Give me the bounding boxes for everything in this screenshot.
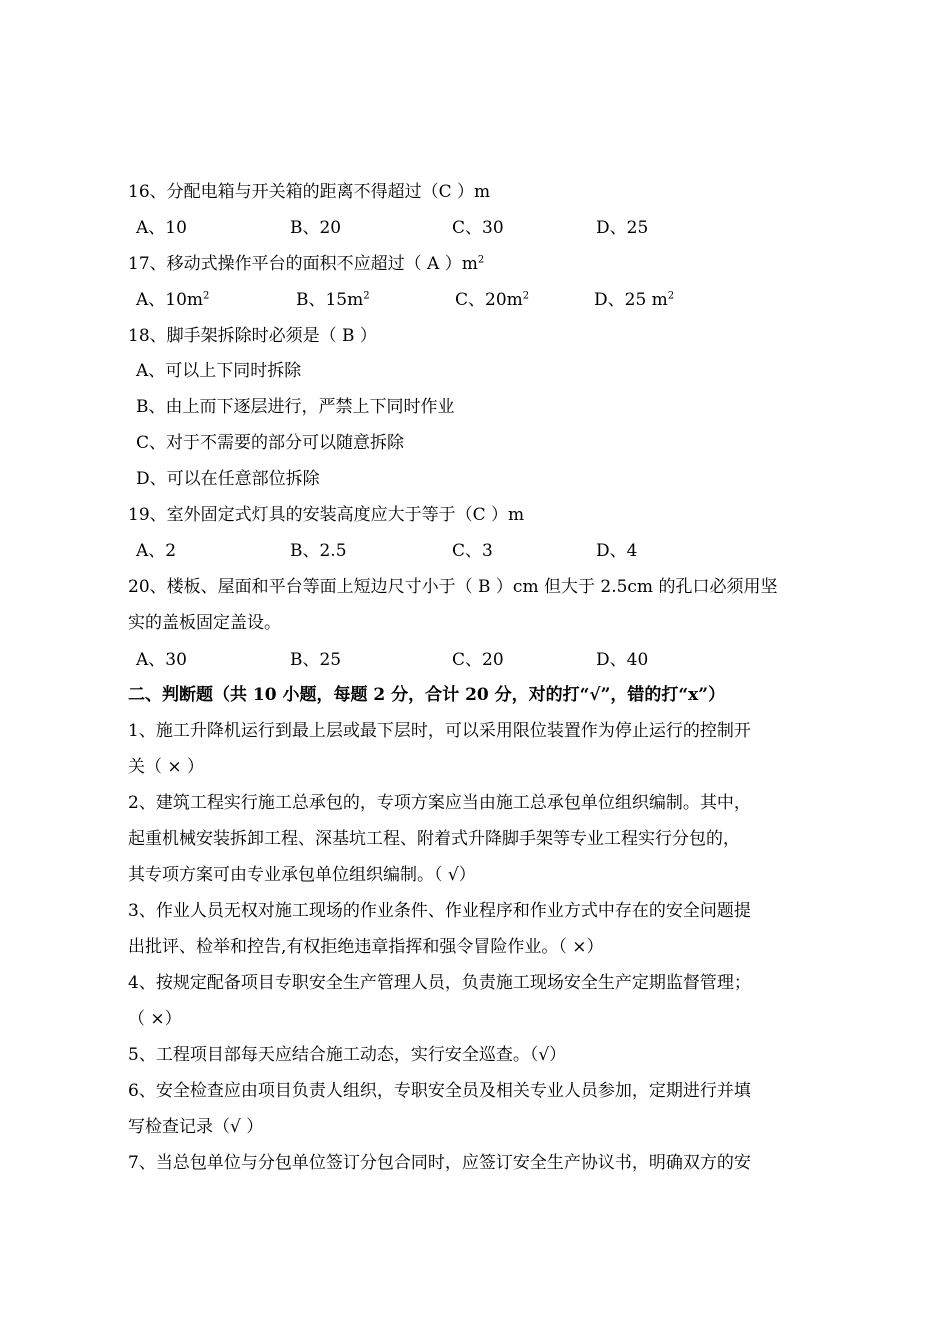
question-17-option-a-text: A、10m bbox=[136, 290, 204, 310]
question-19-option-b: B、2.5 bbox=[290, 541, 347, 561]
question-20-option-c: C、20 bbox=[452, 650, 504, 670]
question-20-stem-line1: 20、楼板、屋面和平台等面上短边尺寸小于（ B ）cm 但大于 2.5cm 的孔口必须用坚 bbox=[128, 577, 778, 597]
question-17-option-c bbox=[455, 288, 529, 312]
question-16-option-c: C、30 bbox=[452, 218, 504, 238]
tf-item-6-line2: 写检查记录（√ ） bbox=[128, 1117, 264, 1137]
tf-item-4-line1: 4、按规定配备项目专职安全生产管理人员，负责施工现场安全生产定期监督管理； bbox=[128, 973, 751, 993]
question-18-option-c: C、对于不需要的部分可以随意拆除 bbox=[136, 433, 405, 453]
tf-item-4-line2: （ ×） bbox=[128, 1009, 182, 1029]
question-17-option-d-text: D、25 m bbox=[594, 290, 668, 310]
question-17-option-c-text: C、20m bbox=[455, 290, 523, 310]
tf-item-2-line2: 起重机械安装拆卸工程、深基坑工程、附着式升降脚手架等专业工程实行分包的， bbox=[128, 829, 740, 849]
question-17-option-a bbox=[136, 288, 209, 312]
tf-item-2-line3: 其专项方案可由专业承包单位组织编制。（ √） bbox=[128, 865, 476, 885]
question-18-stem: 18、脚手架拆除时必须是（ B ） bbox=[128, 326, 377, 346]
question-19-option-d: D、4 bbox=[596, 541, 638, 561]
question-18-option-b: B、由上而下逐层进行，严禁上下同时作业 bbox=[136, 397, 455, 417]
tf-item-6-line1: 6、安全检查应由项目负责人组织，专职安全员及相关专业人员参加，定期进行并填 bbox=[128, 1081, 751, 1101]
question-19-option-c: C、3 bbox=[452, 541, 493, 561]
question-20-option-d: D、40 bbox=[596, 650, 649, 670]
question-17-option-c-sup: 2 bbox=[522, 290, 530, 302]
tf-item-5-line1: 5、工程项目部每天应结合施工动态，实行安全巡查。（√） bbox=[128, 1045, 567, 1065]
question-17-option-d bbox=[594, 288, 674, 312]
question-16-option-a: A、10 bbox=[136, 218, 187, 238]
tf-item-1-line2: 关（ × ） bbox=[128, 757, 205, 777]
question-16-option-d: D、25 bbox=[596, 218, 649, 238]
question-17-stem-sup: 2 bbox=[477, 254, 485, 266]
tf-item-3-line2: 出批评、检举和控告,有权拒绝违章指挥和强令冒险作业。（ ×） bbox=[128, 937, 604, 957]
tf-item-1-line1: 1、施工升降机运行到最上层或最下层时，可以采用限位装置作为停止运行的控制开 bbox=[128, 721, 751, 741]
tf-item-3-line1: 3、作业人员无权对施工现场的作业条件、作业程序和作业方式中存在的安全问题提 bbox=[128, 901, 751, 921]
question-18-option-d: D、可以在任意部位拆除 bbox=[136, 469, 320, 489]
question-19-option-a: A、2 bbox=[136, 541, 177, 561]
question-16-stem: 16、分配电箱与开关箱的距离不得超过（C ）m bbox=[128, 182, 491, 202]
question-17-stem bbox=[128, 252, 484, 276]
question-19-stem: 19、室外固定式灯具的安装高度应大于等于（C ）m bbox=[128, 505, 525, 525]
question-17-option-b bbox=[296, 288, 370, 312]
tf-item-2-line1: 2、建筑工程实行施工总承包的，专项方案应当由施工总承包单位组织编制。其中， bbox=[128, 793, 751, 813]
question-17-option-a-sup: 2 bbox=[203, 290, 210, 302]
question-17-option-b-sup: 2 bbox=[363, 290, 370, 302]
question-20-option-b: B、25 bbox=[290, 650, 342, 670]
question-16-option-b: B、20 bbox=[290, 218, 342, 238]
question-20-stem-line2: 实的盖板固定盖设。 bbox=[128, 613, 281, 633]
section-2-heading: 二、判断题（共 10 小题，每题 2 分，合计 20 分，对的打“√”，错的打“x”） bbox=[128, 685, 726, 705]
question-18-option-a: A、可以上下同时拆除 bbox=[136, 361, 302, 381]
question-20-option-a: A、30 bbox=[136, 650, 187, 670]
tf-item-7-line1: 7、当总包单位与分包单位签订分包合同时，应签订安全生产协议书，明确双方的安 bbox=[128, 1153, 751, 1173]
question-17-option-d-sup: 2 bbox=[667, 290, 675, 302]
question-17-stem-text: 17、移动式操作平台的面积不应超过（ A ）m bbox=[128, 254, 478, 274]
question-17-option-b-text: B、15m bbox=[296, 290, 364, 310]
